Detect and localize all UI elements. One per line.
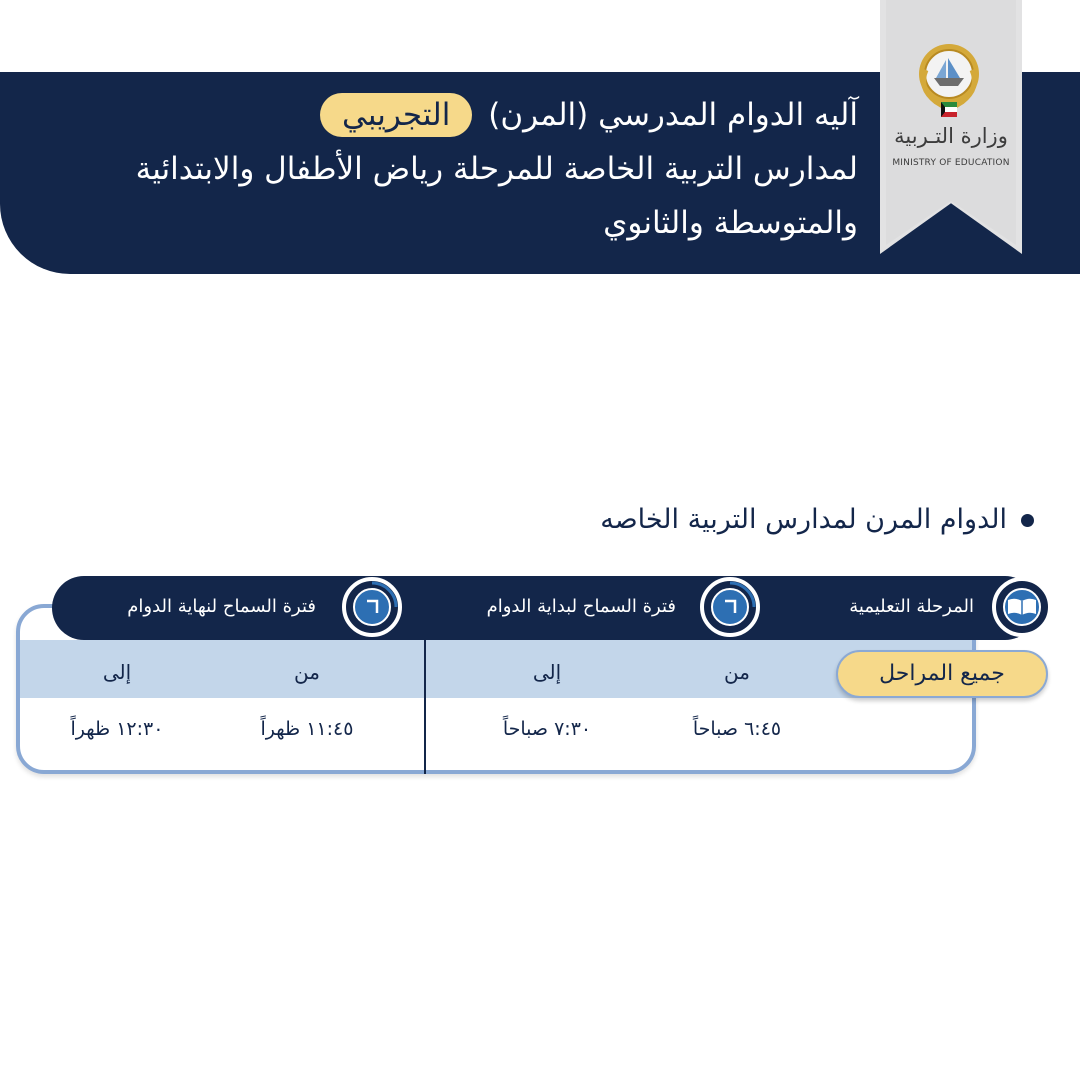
ministry-emblem-icon (912, 40, 986, 122)
header-start-window: فترة السماح لبداية الدوام (486, 596, 676, 617)
end-from-value: ١١:٤٥ ظهراً (260, 718, 354, 740)
end-to-value: ١٢:٣٠ ظهراً (70, 718, 164, 740)
header-stage: المرحلة التعليمية (849, 596, 974, 617)
start-from-label: من (724, 660, 750, 684)
clock-icon-glyph (346, 581, 398, 633)
section-heading-text: الدوام المرن لمدارس التربية الخاصه (600, 504, 1007, 535)
page-title (58, 88, 858, 250)
ministry-name-english: MINISTRY OF EDUCATION (892, 158, 1010, 168)
title-line-2: لمدارس التربية الخاصة للمرحلة رياض الأطفال والابتدائية (135, 151, 858, 187)
end-from-label: من (294, 660, 320, 684)
title-highlight-badge: التجريبي (320, 93, 472, 137)
header-end-window: فترة السماح لنهاية الدوام (127, 596, 316, 617)
start-to-label: إلى (532, 660, 562, 684)
clock-icon (700, 577, 760, 637)
end-to-label: إلى (102, 660, 132, 684)
title-line-3: والمتوسطة والثانوي (603, 205, 858, 241)
title-prefix: آليه الدوام المدرسي (المرن) (488, 97, 858, 133)
bullet-dot (1021, 514, 1034, 527)
section-heading (600, 504, 1034, 535)
clock-icon-glyph (704, 581, 756, 633)
start-to-value: ٧:٣٠ صباحاً (502, 718, 592, 740)
clock-icon (342, 577, 402, 637)
book-icon-glyph (996, 581, 1048, 633)
start-from-value: ٦:٤٥ صباحاً (692, 718, 782, 740)
ministry-name-arabic: وزارة التـربية (894, 124, 1008, 148)
stage-value-badge: جميع المراحل (836, 650, 1048, 698)
title-line-1 (58, 88, 858, 142)
book-icon (992, 577, 1052, 637)
table-column-divider (424, 640, 426, 774)
